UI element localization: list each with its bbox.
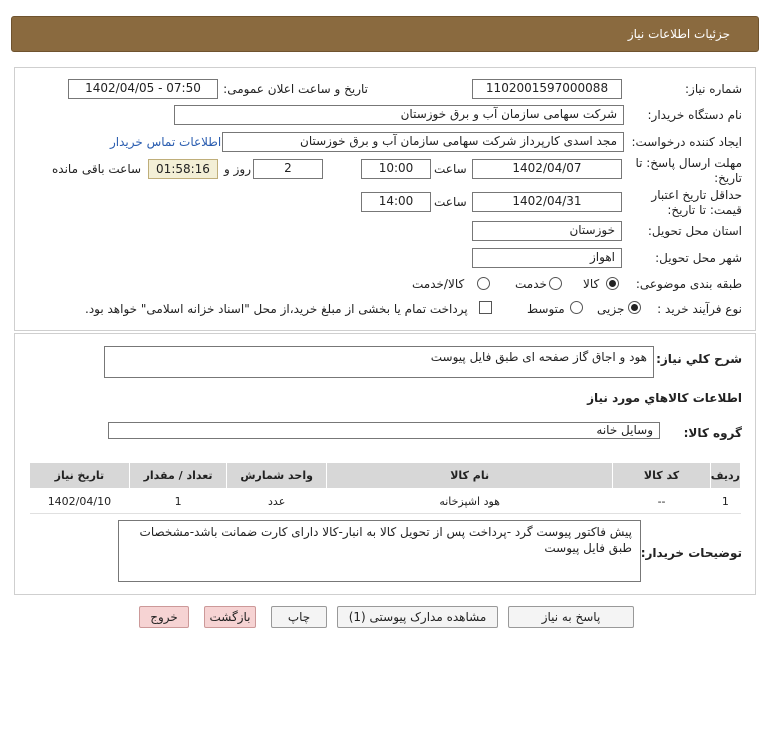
- category-label: طبقه بندی موضوعی:: [635, 277, 742, 291]
- col-name-header: نام کالا: [326, 463, 612, 489]
- validity-time-label: ساعت: [434, 195, 467, 209]
- process-option-medium: متوسط: [527, 302, 565, 316]
- cell-code: --: [613, 489, 710, 514]
- col-date-header: تاریخ نیاز: [30, 463, 130, 489]
- cell-date: 1402/04/10: [30, 489, 130, 514]
- category-radio-goods-service[interactable]: [477, 277, 490, 290]
- remaining-label: ساعت باقی مانده: [52, 162, 142, 176]
- goods-table: [29, 462, 741, 514]
- creator-field: مجد اسدی کارپرداز شرکت سهامی سازمان آب و برق خوزستان: [222, 132, 624, 152]
- back-button[interactable]: بازگشت: [204, 606, 256, 628]
- summary-field: هود و اجاق گاز صفحه ای طبق فایل پیوست: [104, 346, 654, 378]
- validity-date-field: 1402/04/31: [472, 192, 622, 212]
- buyer-org-field: شرکت سهامی سازمان آب و برق خوزستان: [174, 105, 624, 125]
- announce-label: تاریخ و ساعت اعلان عمومی:: [223, 82, 368, 96]
- process-radio-minor[interactable]: [628, 301, 641, 314]
- cell-unit: عدد: [227, 489, 327, 514]
- process-label: نوع فرآیند خرید :: [657, 302, 742, 316]
- col-qty-header: تعداد / مقدار: [129, 463, 227, 489]
- attachments-button[interactable]: مشاهده مدارک پیوستی (1): [337, 606, 498, 628]
- page-header: [11, 16, 759, 52]
- creator-label: ایجاد کننده درخواست:: [631, 135, 742, 149]
- category-option-service: خدمت: [515, 277, 547, 291]
- exit-button[interactable]: خروج: [139, 606, 189, 628]
- buyer-org-label: نام دستگاه خریدار:: [647, 108, 742, 122]
- process-radio-medium[interactable]: [570, 301, 583, 314]
- category-option-goods: کالا: [583, 277, 600, 291]
- days-label: روز و: [224, 162, 251, 176]
- days-field: 2: [253, 159, 323, 179]
- col-row-header: ردیف: [710, 463, 740, 489]
- validity-label: حداقل تاریخ اعتبار قیمت: تا تاریخ:: [651, 188, 742, 217]
- table-row: [30, 489, 741, 514]
- treasury-payment-note: پرداخت تمام یا بخشی از مبلغ خرید،از محل "اسناد خزانه اسلامی" خواهد بود.: [85, 302, 468, 316]
- validity-time-field: 14:00: [361, 192, 431, 212]
- reply-time-field: 10:00: [361, 159, 431, 179]
- cell-row: 1: [710, 489, 740, 514]
- province-label: استان محل تحویل:: [647, 224, 742, 238]
- treasury-payment-checkbox[interactable]: [479, 301, 492, 314]
- reply-deadline-label: مهلت ارسال پاسخ: تا تاریخ:: [635, 156, 742, 185]
- city-field: اهواز: [472, 248, 622, 268]
- category-radio-service[interactable]: [549, 277, 562, 290]
- need-number-label: شماره نیاز:: [685, 82, 742, 96]
- category-option-goods-service: کالا/خدمت: [412, 277, 465, 291]
- summary-label: شرح کلي نياز:: [656, 352, 742, 366]
- province-field: خوزستان: [472, 221, 622, 241]
- goods-group-label: گروه کالا:: [683, 426, 742, 440]
- category-radio-goods[interactable]: [606, 277, 619, 290]
- contact-buyer-link[interactable]: اطلاعات تماس خریدار: [110, 135, 222, 149]
- col-unit-header: واحد شمارش: [227, 463, 327, 489]
- city-label: شهر محل تحویل:: [655, 251, 742, 265]
- col-code-header: کد کالا: [613, 463, 710, 489]
- cell-qty: 1: [129, 489, 227, 514]
- print-button[interactable]: چاپ: [271, 606, 327, 628]
- announce-field: 1402/04/05 - 07:50: [68, 79, 218, 99]
- remaining-timer: 01:58:16: [148, 159, 218, 179]
- reply-date-field: 1402/04/07: [472, 159, 622, 179]
- goods-group-field: وسایل خانه: [108, 422, 660, 439]
- buyer-notes-label: توضیحات خریدار:: [640, 546, 742, 560]
- process-option-minor: جزیی: [597, 302, 625, 316]
- buyer-notes-field: پیش فاکتور پیوست گرد -پرداخت پس از تحویل کالا به انبار-کالا دارای کارت ضمانت باشد-مشخصات طبق فایل پیوست: [118, 520, 641, 582]
- cell-name: هود اشپزخانه: [326, 489, 612, 514]
- page-title: جزئیات اطلاعات نیاز: [627, 27, 730, 41]
- goods-section-title: اطلاعات کالاهاي مورد نياز: [587, 391, 742, 405]
- reply-time-label: ساعت: [434, 162, 467, 176]
- need-number-field: 1102001597000088: [472, 79, 622, 99]
- reply-button[interactable]: پاسخ به نیاز: [508, 606, 634, 628]
- table-header-row: [30, 463, 741, 489]
